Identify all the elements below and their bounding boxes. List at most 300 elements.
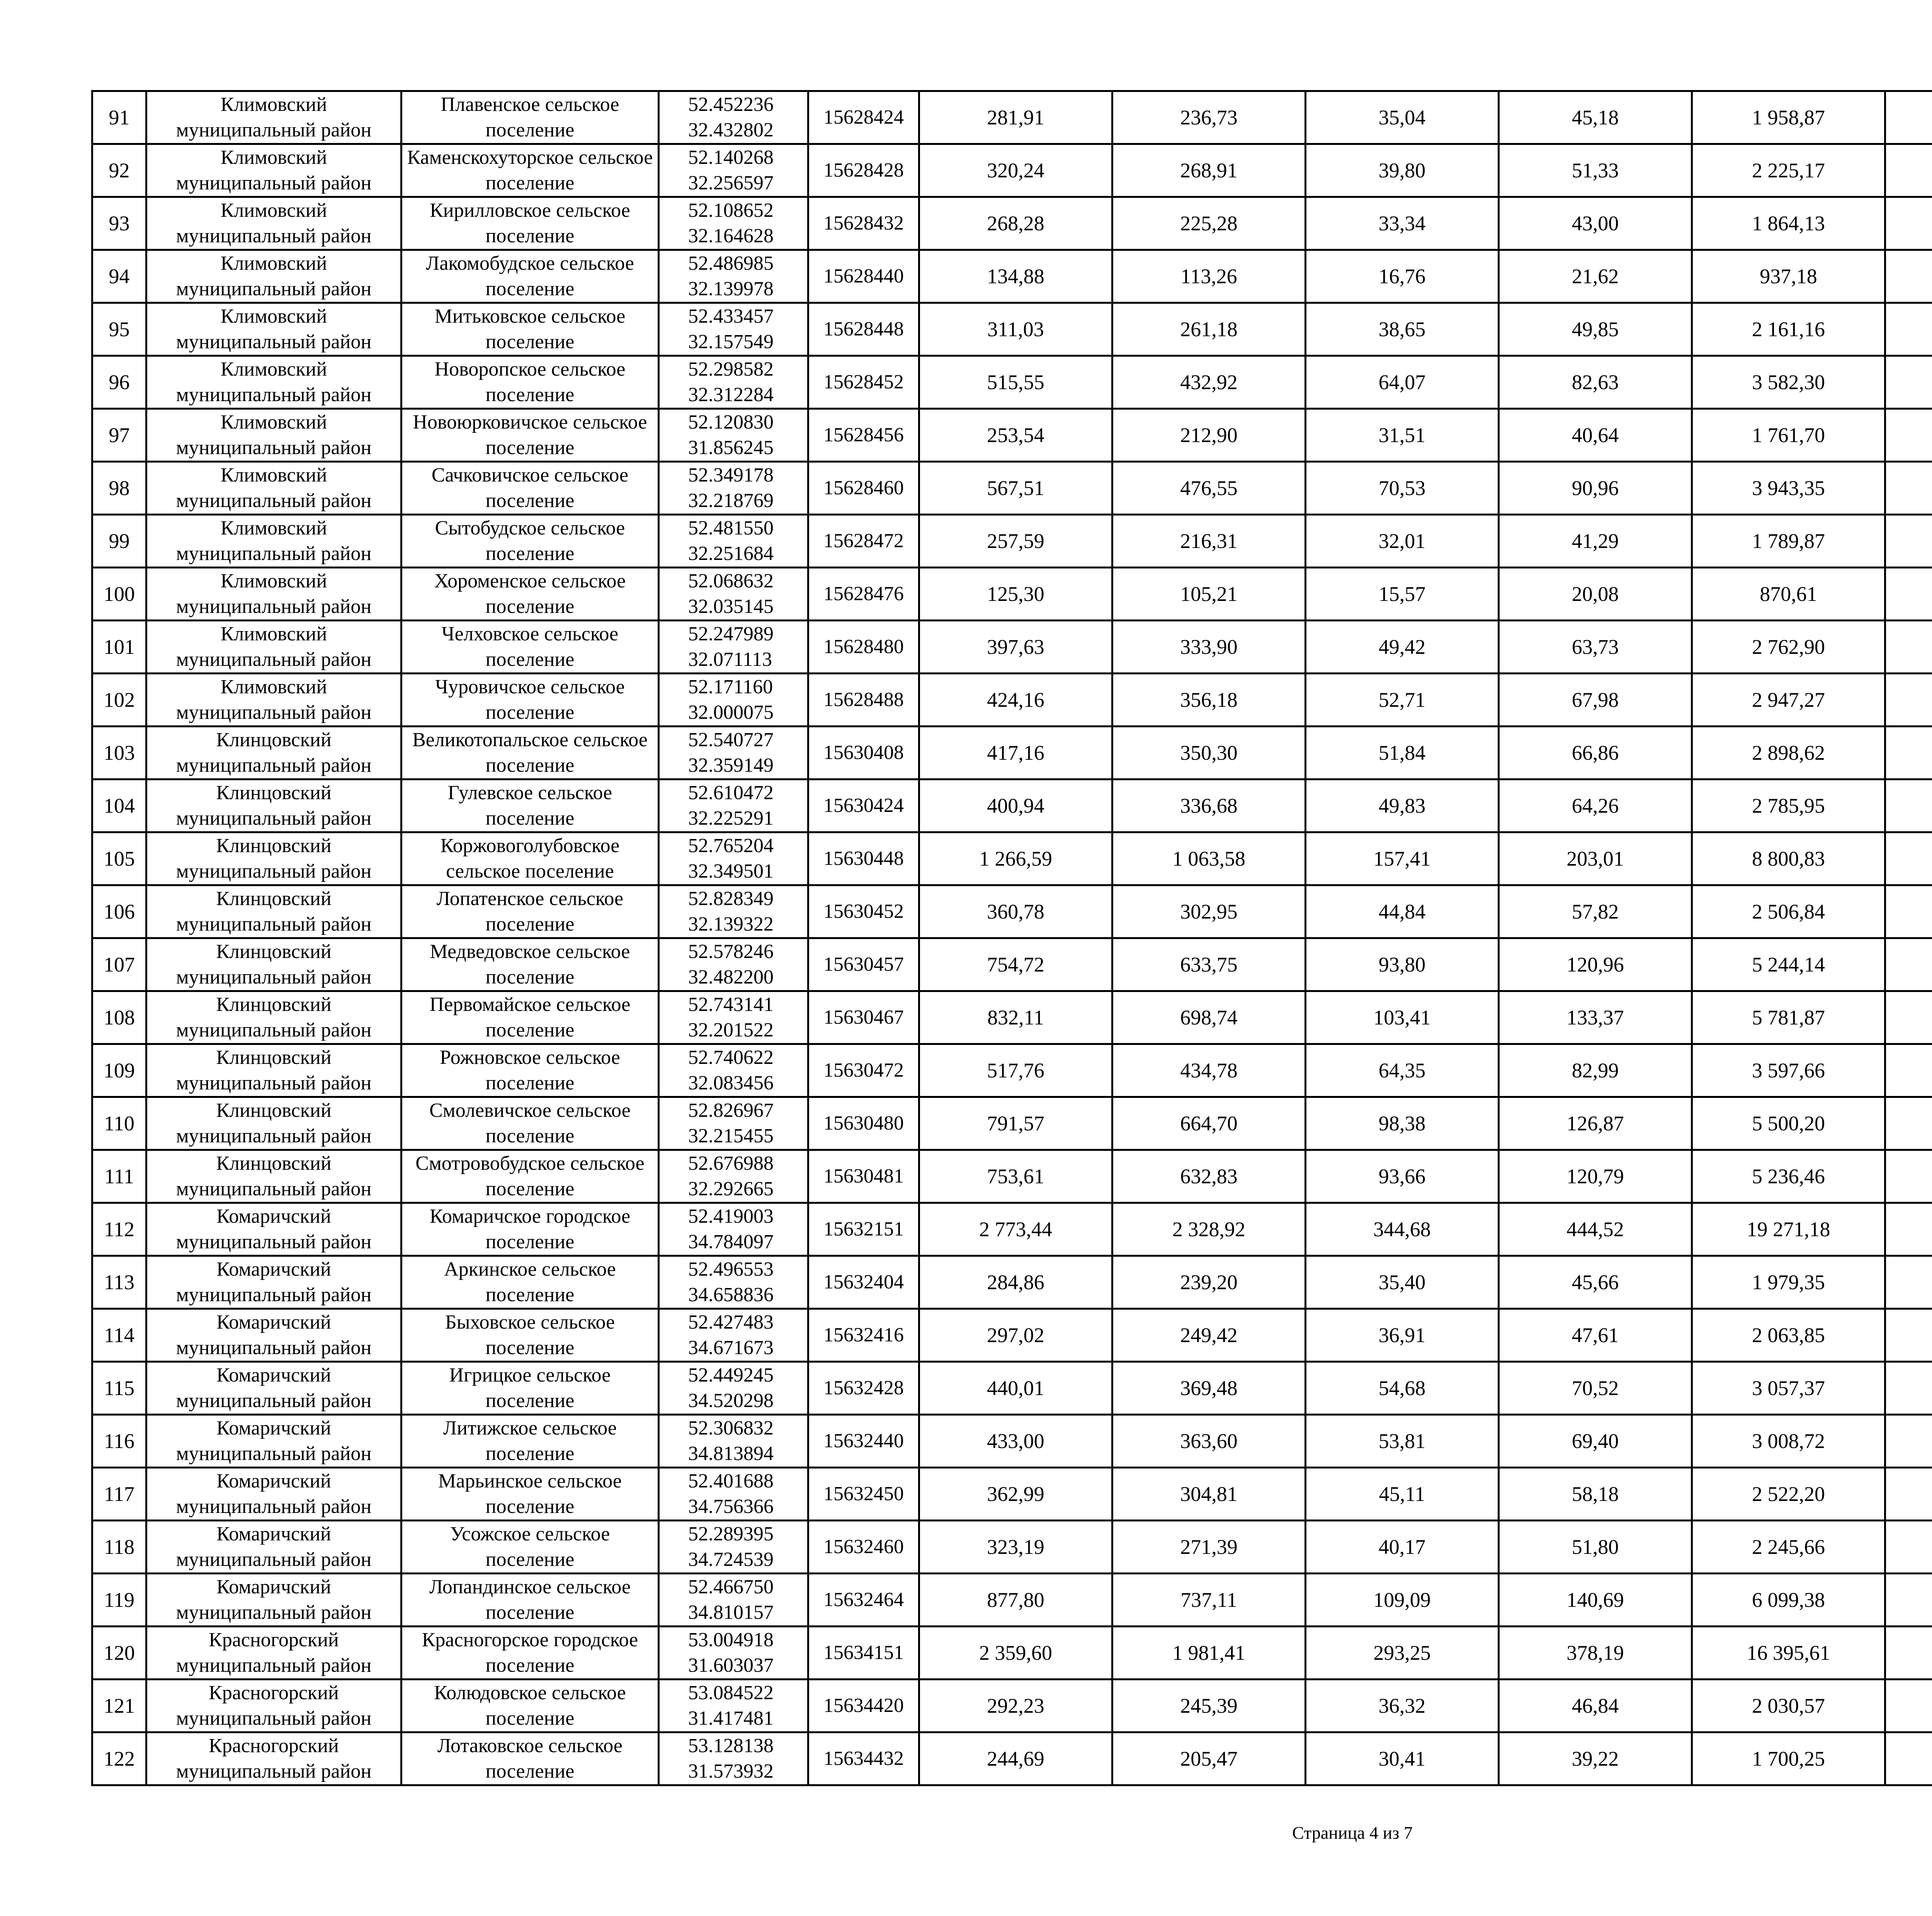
row-number-cell: 96: [92, 356, 146, 409]
value-cell-5: 2 063,85: [1692, 1309, 1885, 1362]
oktmo-code-cell: 15634151: [808, 1627, 919, 1679]
table-row: [92, 197, 1932, 250]
value-cell-4: 133,37: [1499, 991, 1692, 1044]
settlement-cell: Коржовоголубовское сельское поселение: [401, 832, 659, 885]
row-number-cell: 99: [92, 515, 146, 568]
row-number-cell: 94: [92, 250, 146, 303]
value-cell-6: [1885, 1521, 1932, 1574]
district-cell: Клинцовский муниципальный район: [146, 991, 401, 1044]
data-table: [91, 90, 1932, 1786]
coordinates-cell: 52.449245 34.520298: [659, 1362, 808, 1415]
value-cell-2: 239,20: [1112, 1256, 1306, 1309]
value-cell-5: 2 161,16: [1692, 303, 1885, 356]
district-cell: Клинцовский муниципальный район: [146, 832, 401, 885]
row-number-cell: 119: [92, 1574, 146, 1627]
table-row: [92, 1362, 1932, 1415]
row-number-cell: 122: [92, 1732, 146, 1785]
value-cell-3: 93,66: [1306, 1150, 1499, 1203]
value-cell-3: 31,51: [1306, 409, 1499, 462]
oktmo-code-cell: 15628440: [808, 250, 919, 303]
value-cell-2: 356,18: [1112, 674, 1306, 727]
value-cell-3: 98,38: [1306, 1097, 1499, 1150]
settlement-cell: Рожновское сельское поселение: [401, 1044, 659, 1097]
district-cell: Клинцовский муниципальный район: [146, 885, 401, 938]
value-cell-6: [1885, 1679, 1932, 1732]
coordinates-cell: 52.496553 34.658836: [659, 1256, 808, 1309]
settlement-cell: Первомайское сельское поселение: [401, 991, 659, 1044]
value-cell-4: 39,22: [1499, 1732, 1692, 1785]
district-cell: Климовский муниципальный район: [146, 197, 401, 250]
district-cell: Комаричский муниципальный район: [146, 1415, 401, 1468]
value-cell-6: [1885, 832, 1932, 885]
value-cell-3: 38,65: [1306, 303, 1499, 356]
settlement-cell: Литижское сельское поселение: [401, 1415, 659, 1468]
district-cell: Клинцовский муниципальный район: [146, 727, 401, 779]
coordinates-cell: 52.540727 32.359149: [659, 727, 808, 779]
table-body: [92, 91, 1932, 1785]
district-cell: Красногорский муниципальный район: [146, 1732, 401, 1785]
oktmo-code-cell: 15628488: [808, 674, 919, 727]
value-cell-1: 517,76: [919, 1044, 1112, 1097]
value-cell-2: 1 981,41: [1112, 1627, 1306, 1679]
value-cell-6: [1885, 727, 1932, 779]
value-cell-1: 1 266,59: [919, 832, 1112, 885]
district-cell: Красногорский муниципальный район: [146, 1627, 401, 1679]
row-number-cell: 113: [92, 1256, 146, 1309]
value-cell-1: 253,54: [919, 409, 1112, 462]
table-row: [92, 1256, 1932, 1309]
value-cell-2: 271,39: [1112, 1521, 1306, 1574]
value-cell-4: 45,18: [1499, 91, 1692, 144]
value-cell-2: 245,39: [1112, 1679, 1306, 1732]
settlement-cell: Великотопальское сельское поселение: [401, 727, 659, 779]
value-cell-5: 870,61: [1692, 568, 1885, 621]
value-cell-4: 58,18: [1499, 1468, 1692, 1521]
value-cell-3: 70,53: [1306, 462, 1499, 515]
coordinates-cell: 52.676988 32.292665: [659, 1150, 808, 1203]
settlement-cell: Гулевское сельское поселение: [401, 779, 659, 832]
row-number-cell: 102: [92, 674, 146, 727]
settlement-cell: Комаричское городское поселение: [401, 1203, 659, 1256]
row-number-cell: 117: [92, 1468, 146, 1521]
district-cell: Климовский муниципальный район: [146, 568, 401, 621]
value-cell-4: 378,19: [1499, 1627, 1692, 1679]
value-cell-5: 3 582,30: [1692, 356, 1885, 409]
oktmo-code-cell: 15628448: [808, 303, 919, 356]
value-cell-5: 3 943,35: [1692, 462, 1885, 515]
value-cell-4: 120,96: [1499, 938, 1692, 991]
district-cell: Климовский муниципальный район: [146, 91, 401, 144]
oktmo-code-cell: 15632440: [808, 1415, 919, 1468]
oktmo-code-cell: 15628428: [808, 144, 919, 197]
value-cell-3: 52,71: [1306, 674, 1499, 727]
value-cell-3: 35,04: [1306, 91, 1499, 144]
value-cell-3: 44,84: [1306, 885, 1499, 938]
value-cell-4: 41,29: [1499, 515, 1692, 568]
oktmo-code-cell: 15630481: [808, 1150, 919, 1203]
table-row: [92, 885, 1932, 938]
value-cell-1: 323,19: [919, 1521, 1112, 1574]
value-cell-5: 2 762,90: [1692, 621, 1885, 674]
value-cell-3: 32,01: [1306, 515, 1499, 568]
table-row: [92, 91, 1932, 144]
value-cell-6: [1885, 1415, 1932, 1468]
value-cell-6: [1885, 1468, 1932, 1521]
oktmo-code-cell: 15630408: [808, 727, 919, 779]
settlement-cell: Чуровичское сельское поселение: [401, 674, 659, 727]
value-cell-2: 212,90: [1112, 409, 1306, 462]
value-cell-3: 15,57: [1306, 568, 1499, 621]
value-cell-1: 433,00: [919, 1415, 1112, 1468]
value-cell-6: [1885, 1097, 1932, 1150]
settlement-cell: Быховское сельское поселение: [401, 1309, 659, 1362]
district-cell: Климовский муниципальный район: [146, 303, 401, 356]
row-number-cell: 98: [92, 462, 146, 515]
page-footer: Страница 4 из 7: [1292, 1823, 1413, 1843]
value-cell-3: 64,35: [1306, 1044, 1499, 1097]
value-cell-6: [1885, 515, 1932, 568]
value-cell-4: 46,84: [1499, 1679, 1692, 1732]
value-cell-1: 753,61: [919, 1150, 1112, 1203]
oktmo-code-cell: 15628460: [808, 462, 919, 515]
settlement-cell: Плавенское сельское поселение: [401, 91, 659, 144]
coordinates-cell: 52.433457 32.157549: [659, 303, 808, 356]
table-row: [92, 779, 1932, 832]
value-cell-1: 400,94: [919, 779, 1112, 832]
value-cell-4: 47,61: [1499, 1309, 1692, 1362]
value-cell-4: 203,01: [1499, 832, 1692, 885]
value-cell-5: 1 958,87: [1692, 91, 1885, 144]
value-cell-6: [1885, 568, 1932, 621]
value-cell-3: 293,25: [1306, 1627, 1499, 1679]
value-cell-6: [1885, 144, 1932, 197]
settlement-cell: Колюдовское сельское поселение: [401, 1679, 659, 1732]
value-cell-1: 268,28: [919, 197, 1112, 250]
value-cell-3: 49,42: [1306, 621, 1499, 674]
settlement-cell: Хороменское сельское поселение: [401, 568, 659, 621]
value-cell-1: 320,24: [919, 144, 1112, 197]
district-cell: Комаричский муниципальный район: [146, 1362, 401, 1415]
value-cell-4: 51,33: [1499, 144, 1692, 197]
value-cell-1: 832,11: [919, 991, 1112, 1044]
value-cell-1: 244,69: [919, 1732, 1112, 1785]
settlement-cell: Сытобудское сельское поселение: [401, 515, 659, 568]
value-cell-1: 877,80: [919, 1574, 1112, 1627]
row-number-cell: 101: [92, 621, 146, 674]
value-cell-4: 69,40: [1499, 1415, 1692, 1468]
settlement-cell: Лакомобудское сельское поселение: [401, 250, 659, 303]
district-cell: Клинцовский муниципальный район: [146, 779, 401, 832]
table-row: [92, 938, 1932, 991]
coordinates-cell: 52.828349 32.139322: [659, 885, 808, 938]
settlement-cell: Митьковское сельское поселение: [401, 303, 659, 356]
value-cell-1: 311,03: [919, 303, 1112, 356]
oktmo-code-cell: 15630467: [808, 991, 919, 1044]
value-cell-4: 43,00: [1499, 197, 1692, 250]
row-number-cell: 106: [92, 885, 146, 938]
value-cell-2: 664,70: [1112, 1097, 1306, 1150]
coordinates-cell: 52.349178 32.218769: [659, 462, 808, 515]
district-cell: Красногорский муниципальный район: [146, 1679, 401, 1732]
district-cell: Комаричский муниципальный район: [146, 1203, 401, 1256]
district-cell: Клинцовский муниципальный район: [146, 1097, 401, 1150]
value-cell-5: 19 271,18: [1692, 1203, 1885, 1256]
row-number-cell: 118: [92, 1521, 146, 1574]
settlement-cell: Сачковичское сельское поселение: [401, 462, 659, 515]
value-cell-5: 1 789,87: [1692, 515, 1885, 568]
district-cell: Климовский муниципальный район: [146, 409, 401, 462]
settlement-cell: Челховское сельское поселение: [401, 621, 659, 674]
value-cell-6: [1885, 1362, 1932, 1415]
table-row: [92, 727, 1932, 779]
value-cell-3: 54,68: [1306, 1362, 1499, 1415]
value-cell-5: 5 781,87: [1692, 991, 1885, 1044]
settlement-cell: Лопатенское сельское поселение: [401, 885, 659, 938]
value-cell-1: 397,63: [919, 621, 1112, 674]
oktmo-code-cell: 15628472: [808, 515, 919, 568]
oktmo-code-cell: 15634420: [808, 1679, 919, 1732]
settlement-cell: Кирилловское сельское поселение: [401, 197, 659, 250]
table-row: [92, 144, 1932, 197]
coordinates-cell: 52.481550 32.251684: [659, 515, 808, 568]
value-cell-1: 284,86: [919, 1256, 1112, 1309]
value-cell-1: 440,01: [919, 1362, 1112, 1415]
oktmo-code-cell: 15628452: [808, 356, 919, 409]
value-cell-6: [1885, 885, 1932, 938]
value-cell-4: 40,64: [1499, 409, 1692, 462]
coordinates-cell: 52.740622 32.083456: [659, 1044, 808, 1097]
table-row: [92, 1521, 1932, 1574]
settlement-cell: Каменскохуторское сельское поселение: [401, 144, 659, 197]
oktmo-code-cell: 15630448: [808, 832, 919, 885]
oktmo-code-cell: 15630452: [808, 885, 919, 938]
table-row: [92, 303, 1932, 356]
row-number-cell: 97: [92, 409, 146, 462]
value-cell-6: [1885, 250, 1932, 303]
value-cell-6: [1885, 197, 1932, 250]
value-cell-6: [1885, 1044, 1932, 1097]
oktmo-code-cell: 15630480: [808, 1097, 919, 1150]
value-cell-3: 45,11: [1306, 1468, 1499, 1521]
table-row: [92, 1574, 1932, 1627]
value-cell-1: 257,59: [919, 515, 1112, 568]
coordinates-cell: 52.466750 34.810157: [659, 1574, 808, 1627]
value-cell-2: 432,92: [1112, 356, 1306, 409]
row-number-cell: 104: [92, 779, 146, 832]
settlement-cell: Лотаковское сельское поселение: [401, 1732, 659, 1785]
value-cell-2: 363,60: [1112, 1415, 1306, 1468]
value-cell-1: 417,16: [919, 727, 1112, 779]
oktmo-code-cell: 15632404: [808, 1256, 919, 1309]
value-cell-4: 51,80: [1499, 1521, 1692, 1574]
coordinates-cell: 52.068632 32.035145: [659, 568, 808, 621]
value-cell-2: 236,73: [1112, 91, 1306, 144]
value-cell-3: 103,41: [1306, 991, 1499, 1044]
table-row: [92, 1732, 1932, 1785]
value-cell-5: 5 236,46: [1692, 1150, 1885, 1203]
district-cell: Климовский муниципальный район: [146, 250, 401, 303]
value-cell-6: [1885, 303, 1932, 356]
value-cell-2: 350,30: [1112, 727, 1306, 779]
district-cell: Комаричский муниципальный район: [146, 1256, 401, 1309]
value-cell-4: 66,86: [1499, 727, 1692, 779]
district-cell: Климовский муниципальный район: [146, 144, 401, 197]
settlement-cell: Игрицкое сельское поселение: [401, 1362, 659, 1415]
value-cell-5: 2 506,84: [1692, 885, 1885, 938]
value-cell-1: 360,78: [919, 885, 1112, 938]
coordinates-cell: 52.578246 32.482200: [659, 938, 808, 991]
value-cell-5: 2 785,95: [1692, 779, 1885, 832]
value-cell-5: 2 898,62: [1692, 727, 1885, 779]
settlement-cell: Новоюрковичское сельское поселение: [401, 409, 659, 462]
value-cell-1: 567,51: [919, 462, 1112, 515]
value-cell-3: 35,40: [1306, 1256, 1499, 1309]
value-cell-2: 1 063,58: [1112, 832, 1306, 885]
table-row: [92, 1044, 1932, 1097]
table-row: [92, 409, 1932, 462]
value-cell-1: 125,30: [919, 568, 1112, 621]
row-number-cell: 115: [92, 1362, 146, 1415]
value-cell-2: 302,95: [1112, 885, 1306, 938]
row-number-cell: 92: [92, 144, 146, 197]
value-cell-1: 134,88: [919, 250, 1112, 303]
value-cell-2: 737,11: [1112, 1574, 1306, 1627]
table-row: [92, 1150, 1932, 1203]
coordinates-cell: 52.140268 32.256597: [659, 144, 808, 197]
value-cell-2: 304,81: [1112, 1468, 1306, 1521]
settlement-cell: Медведовское сельское поселение: [401, 938, 659, 991]
value-cell-2: 2 328,92: [1112, 1203, 1306, 1256]
oktmo-code-cell: 15632428: [808, 1362, 919, 1415]
value-cell-1: 791,57: [919, 1097, 1112, 1150]
coordinates-cell: 53.084522 31.417481: [659, 1679, 808, 1732]
table-row: [92, 832, 1932, 885]
row-number-cell: 91: [92, 91, 146, 144]
value-cell-3: 64,07: [1306, 356, 1499, 409]
coordinates-cell: 52.120830 31.856245: [659, 409, 808, 462]
settlement-cell: Смолевичское сельское поселение: [401, 1097, 659, 1150]
coordinates-cell: 52.401688 34.756366: [659, 1468, 808, 1521]
value-cell-6: [1885, 91, 1932, 144]
table-row: [92, 1309, 1932, 1362]
table-row: [92, 1468, 1932, 1521]
coordinates-cell: 52.486985 32.139978: [659, 250, 808, 303]
value-cell-3: 51,84: [1306, 727, 1499, 779]
value-cell-4: 45,66: [1499, 1256, 1692, 1309]
value-cell-6: [1885, 1150, 1932, 1203]
table-row: [92, 1203, 1932, 1256]
value-cell-5: 2 522,20: [1692, 1468, 1885, 1521]
oktmo-code-cell: 15630424: [808, 779, 919, 832]
value-cell-6: [1885, 621, 1932, 674]
table-row: [92, 991, 1932, 1044]
value-cell-1: 362,99: [919, 1468, 1112, 1521]
value-cell-6: [1885, 1732, 1932, 1785]
district-cell: Клинцовский муниципальный район: [146, 1044, 401, 1097]
oktmo-code-cell: 15630472: [808, 1044, 919, 1097]
oktmo-code-cell: 15632450: [808, 1468, 919, 1521]
value-cell-5: 5 500,20: [1692, 1097, 1885, 1150]
value-cell-2: 476,55: [1112, 462, 1306, 515]
row-number-cell: 111: [92, 1150, 146, 1203]
value-cell-2: 632,83: [1112, 1150, 1306, 1203]
coordinates-cell: 52.765204 32.349501: [659, 832, 808, 885]
value-cell-2: 268,91: [1112, 144, 1306, 197]
value-cell-2: 249,42: [1112, 1309, 1306, 1362]
coordinates-cell: 52.298582 32.312284: [659, 356, 808, 409]
value-cell-2: 113,26: [1112, 250, 1306, 303]
coordinates-cell: 52.108652 32.164628: [659, 197, 808, 250]
coordinates-cell: 52.306832 34.813894: [659, 1415, 808, 1468]
value-cell-5: 5 244,14: [1692, 938, 1885, 991]
coordinates-cell: 52.452236 32.432802: [659, 91, 808, 144]
value-cell-2: 633,75: [1112, 938, 1306, 991]
coordinates-cell: 52.289395 34.724539: [659, 1521, 808, 1574]
value-cell-4: 120,79: [1499, 1150, 1692, 1203]
oktmo-code-cell: 15632460: [808, 1521, 919, 1574]
row-number-cell: 93: [92, 197, 146, 250]
row-number-cell: 95: [92, 303, 146, 356]
coordinates-cell: 52.826967 32.215455: [659, 1097, 808, 1150]
district-cell: Климовский муниципальный район: [146, 674, 401, 727]
value-cell-1: 2 359,60: [919, 1627, 1112, 1679]
value-cell-3: 39,80: [1306, 144, 1499, 197]
oktmo-code-cell: 15628456: [808, 409, 919, 462]
value-cell-4: 63,73: [1499, 621, 1692, 674]
oktmo-code-cell: 15628476: [808, 568, 919, 621]
settlement-cell: Красногорское городское поселение: [401, 1627, 659, 1679]
value-cell-3: 33,34: [1306, 197, 1499, 250]
value-cell-5: 2 225,17: [1692, 144, 1885, 197]
value-cell-2: 216,31: [1112, 515, 1306, 568]
coordinates-cell: 52.419003 34.784097: [659, 1203, 808, 1256]
settlement-cell: Смотровобудское сельское поселение: [401, 1150, 659, 1203]
table-row: [92, 1097, 1932, 1150]
value-cell-4: 82,99: [1499, 1044, 1692, 1097]
value-cell-3: 53,81: [1306, 1415, 1499, 1468]
value-cell-6: [1885, 1309, 1932, 1362]
value-cell-3: 16,76: [1306, 250, 1499, 303]
row-number-cell: 116: [92, 1415, 146, 1468]
district-cell: Климовский муниципальный район: [146, 621, 401, 674]
value-cell-4: 140,69: [1499, 1574, 1692, 1627]
table-row: [92, 1415, 1932, 1468]
value-cell-4: 64,26: [1499, 779, 1692, 832]
value-cell-4: 82,63: [1499, 356, 1692, 409]
table-row: [92, 1679, 1932, 1732]
value-cell-3: 344,68: [1306, 1203, 1499, 1256]
value-cell-4: 20,08: [1499, 568, 1692, 621]
value-cell-5: 6 099,38: [1692, 1574, 1885, 1627]
district-cell: Комаричский муниципальный район: [146, 1468, 401, 1521]
value-cell-1: 424,16: [919, 674, 1112, 727]
settlement-cell: Аркинское сельское поселение: [401, 1256, 659, 1309]
table-row: [92, 1627, 1932, 1679]
oktmo-code-cell: 15628432: [808, 197, 919, 250]
row-number-cell: 114: [92, 1309, 146, 1362]
settlement-cell: Новоропское сельское поселение: [401, 356, 659, 409]
district-cell: Клинцовский муниципальный район: [146, 1150, 401, 1203]
district-cell: Клинцовский муниципальный район: [146, 938, 401, 991]
value-cell-5: 2 245,66: [1692, 1521, 1885, 1574]
value-cell-3: 40,17: [1306, 1521, 1499, 1574]
value-cell-6: [1885, 938, 1932, 991]
coordinates-cell: 53.004918 31.603037: [659, 1627, 808, 1679]
value-cell-2: 369,48: [1112, 1362, 1306, 1415]
settlement-cell: Лопандинское сельское поселение: [401, 1574, 659, 1627]
value-cell-3: 49,83: [1306, 779, 1499, 832]
value-cell-4: 57,82: [1499, 885, 1692, 938]
